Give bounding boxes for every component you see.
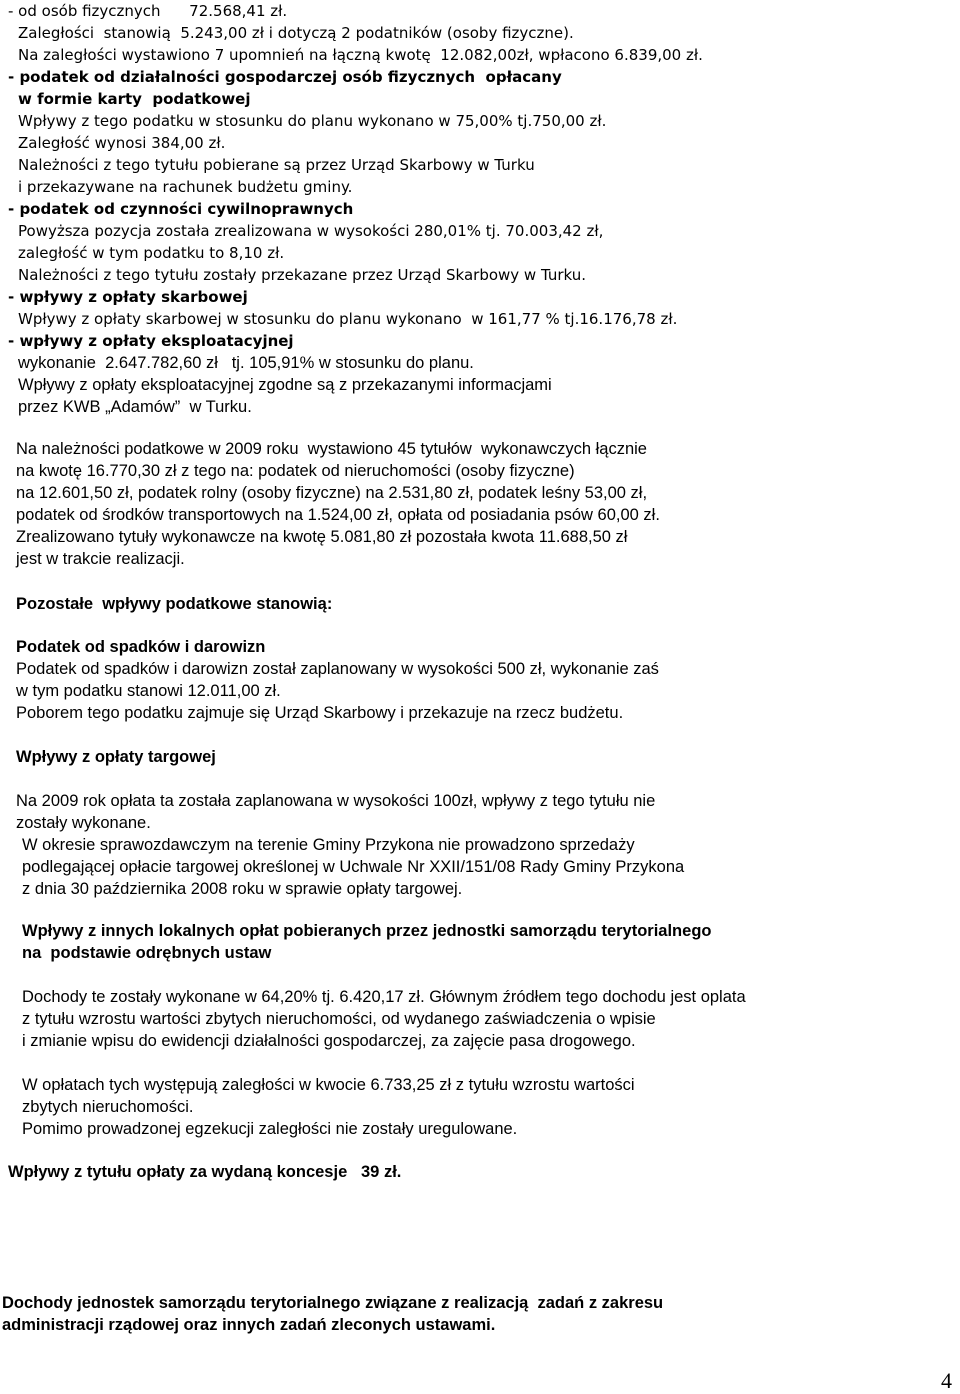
text-line: Zaległość wynosi 384,00 zł. (18, 134, 226, 152)
text-line: zaległość w tym podatku to 8,10 zł. (18, 244, 285, 262)
text-line: Na należności podatkowe w 2009 roku wystawiono 45 tytułów wykonawczych łącznie (16, 440, 647, 458)
text-line: Zaległości stanowią 5.243,00 zł i dotyczą 2 podatników (osoby fizyczne). (18, 24, 574, 42)
section-heading: Dochody jednostek samorządu terytorialnego związane z realizacją zadań z zakresu (2, 1294, 664, 1312)
text-line: Dochody te zostały wykonane w 64,20% tj. 6.420,17 zł. Głównym źródłem tego dochodu jest oplata (22, 988, 746, 1006)
text-line: z tytułu wzrostu wartości zbytych nieruchomości, od wydanego zaświadczenia o wpisie (22, 1010, 656, 1028)
section-heading: - podatek od czynności cywilnoprawnych (8, 200, 354, 218)
section-heading: Wpływy z innych lokalnych opłat pobieranych przez jednostki samorządu terytorialnego (22, 922, 712, 940)
text-line: zbytych nieruchomości. (22, 1098, 194, 1116)
text-line: wykonanie 2.647.782,60 zł tj. 105,91% w stosunku do planu. (18, 354, 474, 372)
text-line: Wpływy z tego podatku w stosunku do planu wykonano w 75,00% tj.750,00 zł. (18, 112, 607, 130)
text-line: Pomimo prowadzonej egzekucji zaległości nie zostały uregulowane. (22, 1120, 518, 1138)
page-number: 4 (941, 1368, 952, 1393)
section-heading: - wpływy z opłaty eksploatacyjnej (8, 332, 294, 350)
text-line: zostały wykonane. (16, 814, 151, 832)
text-line: i przekazywane na rachunek budżetu gminy. (18, 178, 353, 196)
text-line: W okresie sprawozdawczym na terenie Gminy Przykona nie prowadzono sprzedaży (22, 836, 635, 854)
section-heading: - wpływy z opłaty skarbowej (8, 288, 248, 306)
text-line: Należności z tego tytułu zostały przekazane przez Urząd Skarbowy w Turku. (18, 266, 587, 284)
text-line: jest w trakcie realizacji. (16, 550, 185, 568)
section-heading: - podatek od działalności gospodarczej osób fizycznych opłacany (8, 68, 562, 86)
text-line: Zrealizowano tytuły wykonawcze na kwotę 5.081,80 zł pozostała kwota 11.688,50 zł (16, 528, 628, 546)
text-line: podlegającej opłacie targowej określonej w Uchwale Nr XXII/151/08 Rady Gminy Przykona (22, 858, 685, 876)
text-line: Na zaległości wystawiono 7 upomnień na łączną kwotę 12.082,00zł, wpłacono 6.839,00 zł. (18, 46, 703, 64)
text-line: W opłatach tych występują zaległości w kwocie 6.733,25 zł z tytułu wzrostu wartości (22, 1076, 635, 1094)
section-heading: w formie karty podatkowej (18, 90, 251, 108)
text-line: podatek od środków transportowych na 1.524,00 zł, opłata od posiadania psów 60,00 zł. (16, 506, 660, 524)
section-heading: Pozostałe wpływy podatkowe stanowią: (16, 595, 333, 613)
text-line: przez KWB „Adamów” w Turku. (18, 398, 252, 416)
text-line: na 12.601,50 zł, podatek rolny (osoby fizyczne) na 2.531,80 zł, podatek leśny 53,00 zł, (16, 484, 648, 502)
text-line: Powyższa pozycja została zrealizowana w wysokości 280,01% tj. 70.003,42 zł, (18, 222, 604, 240)
text-line: Wpływy z opłaty skarbowej w stosunku do planu wykonano w 161,77 % tj.16.176,78 zł. (18, 310, 678, 328)
section-heading: Wpływy z tytułu opłaty za wydaną koncesje 39 zł. (8, 1163, 402, 1181)
text-line: - od osób fizycznych 72.568,41 zł. (8, 2, 288, 20)
section-heading: Podatek od spadków i darowizn (16, 638, 266, 656)
text-line: Należności z tego tytułu pobierane są przez Urząd Skarbowy w Turku (18, 156, 535, 174)
section-heading: na podstawie odrębnych ustaw (22, 944, 272, 962)
text-line: w tym podatku stanowi 12.011,00 zł. (16, 682, 281, 700)
text-line: Na 2009 rok opłata ta została zaplanowana w wysokości 100zł, wpływy z tego tytułu nie (16, 792, 656, 810)
text-line: na kwotę 16.770,30 zł z tego na: podatek od nieruchomości (osoby fizyczne) (16, 462, 575, 480)
section-heading: Wpływy z opłaty targowej (16, 748, 216, 766)
text-line: z dnia 30 października 2008 roku w sprawie opłaty targowej. (22, 880, 463, 898)
text-line: i zmianie wpisu do ewidencji działalności gospodarczej, za zajęcie pasa drogowego. (22, 1032, 636, 1050)
text-line: Wpływy z opłaty eksploatacyjnej zgodne są z przekazanymi informacjami (18, 376, 552, 394)
text-line: Podatek od spadków i darowizn został zaplanowany w wysokości 500 zł, wykonanie zaś (16, 660, 659, 678)
text-line: Poborem tego podatku zajmuje się Urząd Skarbowy i przekazuje na rzecz budżetu. (16, 704, 624, 722)
section-heading: administracji rządowej oraz innych zadań zleconych ustawami. (2, 1316, 496, 1334)
